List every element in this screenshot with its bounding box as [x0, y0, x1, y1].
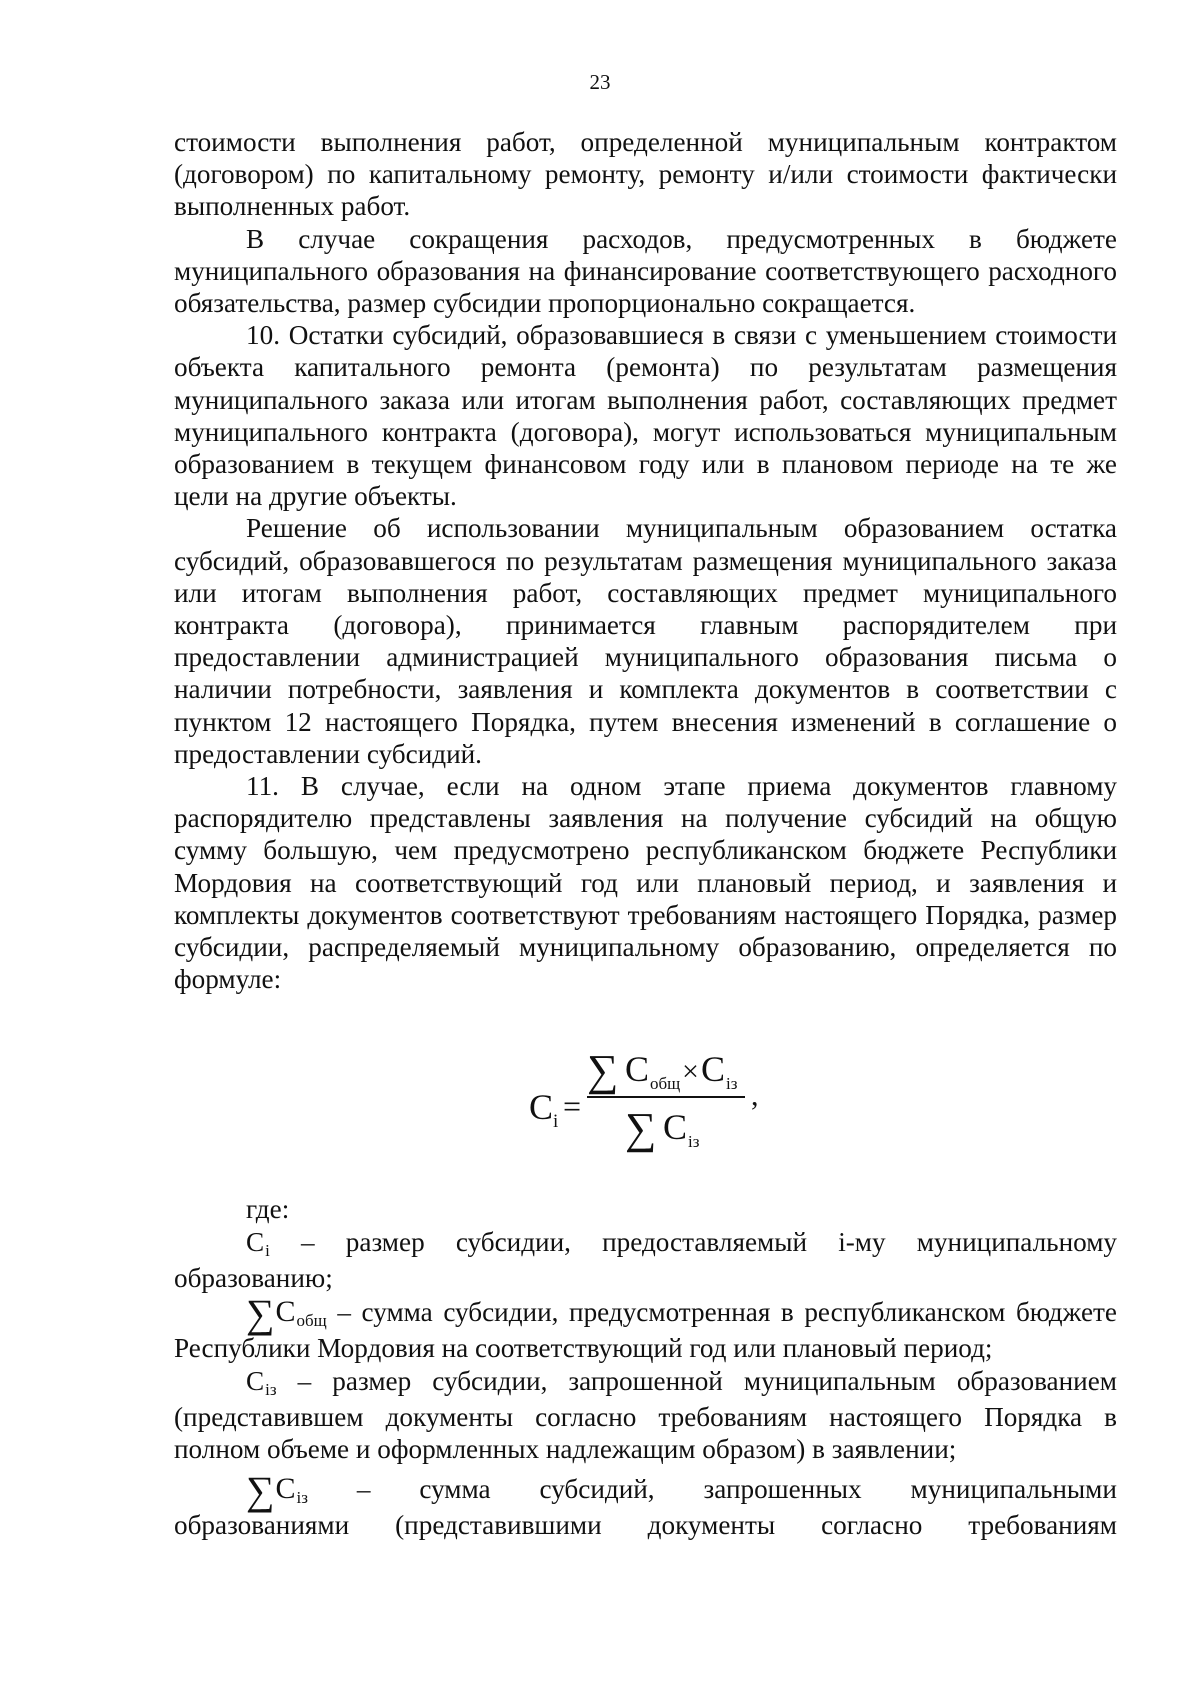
sigma-symbol: ∑ [246, 1468, 275, 1514]
definition-ciz [174, 1365, 1117, 1466]
document-body [174, 126, 1117, 1542]
formula-num-sigma: ∑ [587, 1046, 619, 1096]
symbol-c: C [246, 1365, 265, 1396]
formula-den-c: C [663, 1107, 688, 1148]
symbol-c: C [246, 1226, 265, 1257]
symbol-sub-iz: iз [296, 1488, 308, 1508]
definition-ci-text: – размер субсидии, предоставляемый i-му муниципальному образованию; [174, 1226, 1117, 1293]
formula-lhs-sub: i [553, 1111, 559, 1133]
symbol-c: C [275, 1295, 296, 1329]
dash: – [356, 1474, 371, 1505]
paragraph-budget-reduction: В случае сокращения расходов, предусмотренных в бюджете муниципального образования на финансирование соответствующего расходного обязательства, размер субсидии пропорционально сокращается. [174, 223, 1117, 319]
definition-sum-total-text: – сумма субсидии, предусмотренная в республиканском бюджете Республики Мордовия на соответствующий год или плановый период; [174, 1297, 1117, 1364]
symbol-sum-ciz [246, 1468, 308, 1514]
formula-graphic [529, 1041, 769, 1161]
page-number: 23 [589, 70, 611, 94]
symbol-c: C [275, 1472, 296, 1506]
word: (представившими [395, 1510, 602, 1541]
symbol-ci [246, 1226, 270, 1262]
formula-num-sub2: iз [726, 1074, 738, 1094]
definition-sum-total [174, 1291, 1117, 1364]
formula-comma: , [751, 1079, 759, 1113]
word: запрошенных [703, 1474, 862, 1505]
word: требованиям [968, 1510, 1117, 1541]
symbol-sum-c-total [246, 1291, 327, 1337]
formula-den-sub: iз [688, 1132, 700, 1152]
definition-sum-requested [174, 1468, 1117, 1541]
word: сумма [419, 1474, 491, 1505]
formula-num-sub1: общ [650, 1074, 681, 1094]
word: субсидий, [539, 1474, 655, 1505]
paragraph-clause-11: 11. В случае, если на одном этапе приема документов главному распорядителю представлены заявления на получение субсидий на общую сумму большую, чем предусмотрено республиканском бюджете Республики Мордовия на соответствующий год или плановый период, и заявления и комплекты документов соответствуют требованиям настоящего Порядка, размер субсидии, распределяемый муниципальному образованию, определяется по формуле: [174, 771, 1117, 995]
definition-sum-requested-line1 [174, 1468, 1117, 1514]
definition-sum-requested-line2 [174, 1509, 1117, 1541]
definition-ciz-text: – размер субсидии, запрошенной муниципальным образованием (представившем документы согласно требованиям настоящего Порядка в полном объеме и оформленных надлежащим образом) в заявлении; [174, 1365, 1117, 1464]
word: документы [647, 1510, 776, 1541]
formula-equals: = [563, 1088, 582, 1125]
symbol-sub-total: общ [296, 1311, 327, 1331]
formula-num-c1: C [625, 1049, 650, 1090]
symbol-sub-iz: iз [265, 1379, 277, 1399]
sigma-symbol: ∑ [246, 1291, 275, 1337]
where-label: где: [246, 1194, 290, 1225]
paragraph-clause-10: 10. Остатки субсидий, образовавшиеся в связи с уменьшением стоимости объекта капитального ремонта (ремонта) по результатам размещения муниципального заказа или итогам выполнения работ, составляющих предмет муниципального контракта (договора), могут использоваться муниципальным образованием в текущем финансовом году или в плановом периоде на те же цели на другие объекты. [174, 320, 1117, 512]
paragraph-continuation: стоимости выполнения работ, определенной муниципальным контрактом (договором) по капитальному ремонту, ремонту и/или стоимости фактически выполненных работ. [174, 127, 1117, 222]
formula-num-c2: C [701, 1049, 726, 1090]
formula-lhs-c: C [529, 1087, 554, 1128]
word: образованиями [174, 1510, 350, 1541]
symbol-ciz [246, 1365, 277, 1401]
definition-ci [174, 1226, 1117, 1294]
subsidy-formula [174, 995, 1117, 1193]
word: муниципальными [910, 1474, 1117, 1505]
symbol-sub-i: i [265, 1240, 270, 1260]
formula-num-times: × [682, 1055, 699, 1089]
formula-den-sigma: ∑ [625, 1104, 657, 1154]
paragraph-remainder-decision: Решение об использовании муниципальным образованием остатка субсидий, образовавшегося по результатам размещения муниципального заказа или итогам выполнения работ, составляющих предмет муниципального контракта (договора), принимается главным распорядителем при предоставлении администрацией муниципального образования письма о наличии потребности, заявления и комплекта документов в соответствии с пунктом 12 настоящего Порядка, путем внесения изменений в соглашение о предоставлении субсидий. [174, 513, 1117, 769]
word: согласно [821, 1510, 923, 1541]
